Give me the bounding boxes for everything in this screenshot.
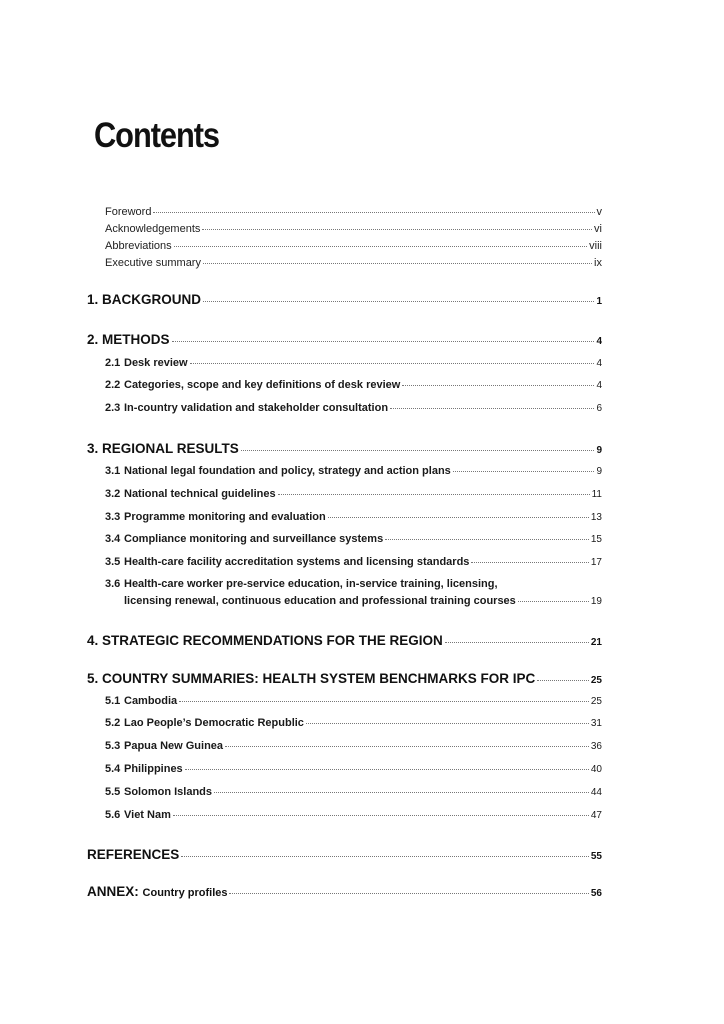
toc-entry-2-2[interactable] <box>105 379 602 391</box>
toc-entry-label: Executive summary <box>105 257 201 269</box>
toc-section-label: REFERENCES <box>87 847 180 862</box>
toc-entry-number: 5.5 <box>105 786 121 798</box>
toc-page-number: 55 <box>590 851 602 862</box>
dot-leader <box>453 471 595 472</box>
toc-entry-number: 5.2 <box>105 717 121 729</box>
toc-section-strategic-recommendations[interactable] <box>87 633 602 648</box>
toc-entry-executive-summary[interactable] <box>105 257 602 269</box>
toc-entry-acknowledgements[interactable] <box>105 223 602 235</box>
toc-entry-number: 2.2 <box>105 379 121 391</box>
toc-entry-number: 3.5 <box>105 556 121 568</box>
toc-section-regional-results[interactable] <box>87 441 602 456</box>
toc-page-number: 21 <box>590 637 602 648</box>
dot-leader <box>174 246 588 247</box>
toc-entry-label: In-country validation and stakeholder consultation <box>124 402 389 414</box>
toc-entry-label: National legal foundation and policy, strategy and action plans <box>124 465 451 477</box>
toc-entry-5-3[interactable] <box>105 740 602 752</box>
toc-entry-number: 3.2 <box>105 488 121 500</box>
dot-leader <box>518 601 589 602</box>
toc-entry-label: Programme monitoring and evaluation <box>124 511 326 523</box>
toc-entry-number: 2.1 <box>105 357 121 369</box>
toc-entry-label: Papua New Guinea <box>124 740 224 752</box>
toc-entry-label: Solomon Islands <box>124 786 213 798</box>
toc-entry-label: Abbreviations <box>105 240 172 252</box>
toc-entry-foreword[interactable] <box>105 206 602 218</box>
toc-entry-3-2[interactable] <box>105 488 602 500</box>
toc-page-number: 15 <box>590 534 602 545</box>
toc-entry-label: Viet Nam <box>124 809 171 821</box>
toc-entry-label: licensing renewal, continuous education and professional training courses <box>124 595 516 607</box>
toc-page-number: 40 <box>590 764 602 775</box>
toc-section-label: 3. REGIONAL RESULTS <box>87 441 239 456</box>
toc-section-country-summaries[interactable] <box>87 671 602 686</box>
toc-entry-5-6[interactable] <box>105 809 602 821</box>
toc-page-number: 9 <box>596 466 602 477</box>
page-title: Contents <box>94 116 220 155</box>
dot-leader <box>203 263 592 264</box>
toc-entry-number: 5.6 <box>105 809 121 821</box>
dot-leader <box>185 769 589 770</box>
dot-leader <box>172 341 595 342</box>
dot-leader <box>390 408 594 409</box>
dot-leader <box>225 746 589 747</box>
dot-leader <box>173 815 589 816</box>
toc-page-number: 6 <box>596 403 602 414</box>
toc-entry-label: Lao People’s Democratic Republic <box>124 717 304 729</box>
toc-entry-number: 3.6 <box>105 578 121 590</box>
dot-leader <box>190 363 595 364</box>
toc-page-number: 4 <box>596 336 602 347</box>
toc-entry-label: Health-care worker pre-service education, in-service training, licensing, <box>124 578 498 590</box>
toc-section-sublabel: Country profiles <box>142 887 228 899</box>
toc-page-number: 4 <box>596 380 602 391</box>
dot-leader <box>445 642 589 643</box>
toc-page-number: 56 <box>590 888 602 899</box>
toc-entry-number: 3.3 <box>105 511 121 523</box>
toc-page-number: 4 <box>596 358 602 369</box>
dot-leader <box>179 701 589 702</box>
toc-page-number: 1 <box>596 296 602 307</box>
toc-entry-label: Philippines <box>124 763 183 775</box>
toc-entry-3-6-line2[interactable] <box>124 595 602 607</box>
toc-section-label: ANNEX: <box>87 884 139 899</box>
toc-entry-label: Acknowledgements <box>105 223 201 235</box>
toc-entry-number: 5.4 <box>105 763 121 775</box>
toc-entry-2-3[interactable] <box>105 402 602 414</box>
dot-leader <box>203 301 594 302</box>
toc-page-number: 25 <box>590 675 602 686</box>
toc-entry-5-5[interactable] <box>105 786 602 798</box>
toc-page-number: 17 <box>590 557 602 568</box>
toc-entry-label: National technical guidelines <box>124 488 276 500</box>
toc-entry-label: Categories, scope and key definitions of desk review <box>124 379 401 391</box>
dot-leader <box>214 792 589 793</box>
toc-entry-2-1[interactable] <box>105 357 602 369</box>
toc-entry-number: 5.1 <box>105 695 121 707</box>
toc-page-number: vi <box>594 223 602 235</box>
dot-leader <box>241 450 595 451</box>
toc-entry-abbreviations[interactable] <box>105 240 602 252</box>
toc-entry-number: 2.3 <box>105 402 121 414</box>
toc-entry-number: 5.3 <box>105 740 121 752</box>
toc-page-number: v <box>596 206 602 218</box>
toc-section-label: 4. STRATEGIC RECOMMENDATIONS FOR THE REGION <box>87 633 443 648</box>
toc-page-number: 47 <box>590 810 602 821</box>
toc-page-number: 31 <box>590 718 602 729</box>
dot-leader <box>181 856 589 857</box>
toc-page-number: 25 <box>590 696 602 707</box>
toc-entry-3-4[interactable] <box>105 533 602 545</box>
dot-leader <box>385 539 589 540</box>
dot-leader <box>202 229 592 230</box>
toc-page-number: 13 <box>590 512 602 523</box>
toc-section-label: 1. BACKGROUND <box>87 292 202 307</box>
toc-entry-number: 3.4 <box>105 533 121 545</box>
toc-entry-5-4[interactable] <box>105 763 602 775</box>
toc-entry-3-5[interactable] <box>105 556 602 568</box>
dot-leader <box>278 494 590 495</box>
toc-page-number: 36 <box>590 741 602 752</box>
toc-section-background[interactable] <box>87 292 602 307</box>
toc-entry-3-1[interactable] <box>105 465 602 477</box>
dot-leader <box>153 212 594 213</box>
toc-page-number: viii <box>589 240 602 252</box>
toc-entry-5-1[interactable] <box>105 695 602 707</box>
toc-section-label: 2. METHODS <box>87 332 170 347</box>
toc-entry-5-2[interactable] <box>105 717 602 729</box>
dot-leader <box>328 517 589 518</box>
dot-leader <box>306 723 589 724</box>
toc-page-number: 19 <box>590 596 602 607</box>
toc-entry-label: Foreword <box>105 206 152 218</box>
toc-entry-number: 3.1 <box>105 465 121 477</box>
toc-section-methods[interactable] <box>87 332 602 347</box>
dot-leader <box>402 385 594 386</box>
toc-page-number: 44 <box>590 787 602 798</box>
toc-section-references[interactable] <box>87 847 602 862</box>
toc-section-annex[interactable] <box>87 884 602 899</box>
toc-entry-label: Cambodia <box>124 695 178 707</box>
toc-entry-label: Compliance monitoring and surveillance systems <box>124 533 384 545</box>
toc-page-number: 11 <box>591 489 602 500</box>
dot-leader <box>537 680 589 681</box>
dot-leader <box>229 893 588 894</box>
toc-entry-label: Health-care facility accreditation systems and licensing standards <box>124 556 470 568</box>
toc-entry-label: Desk review <box>124 357 188 369</box>
dot-leader <box>471 562 588 563</box>
toc-section-label: 5. COUNTRY SUMMARIES: HEALTH SYSTEM BENCHMARKS FOR IPC <box>87 671 536 686</box>
toc-page-number: 9 <box>596 445 602 456</box>
toc-entry-3-6-line1[interactable] <box>105 578 498 590</box>
toc-page-number: ix <box>594 257 602 269</box>
toc-entry-3-3[interactable] <box>105 511 602 523</box>
